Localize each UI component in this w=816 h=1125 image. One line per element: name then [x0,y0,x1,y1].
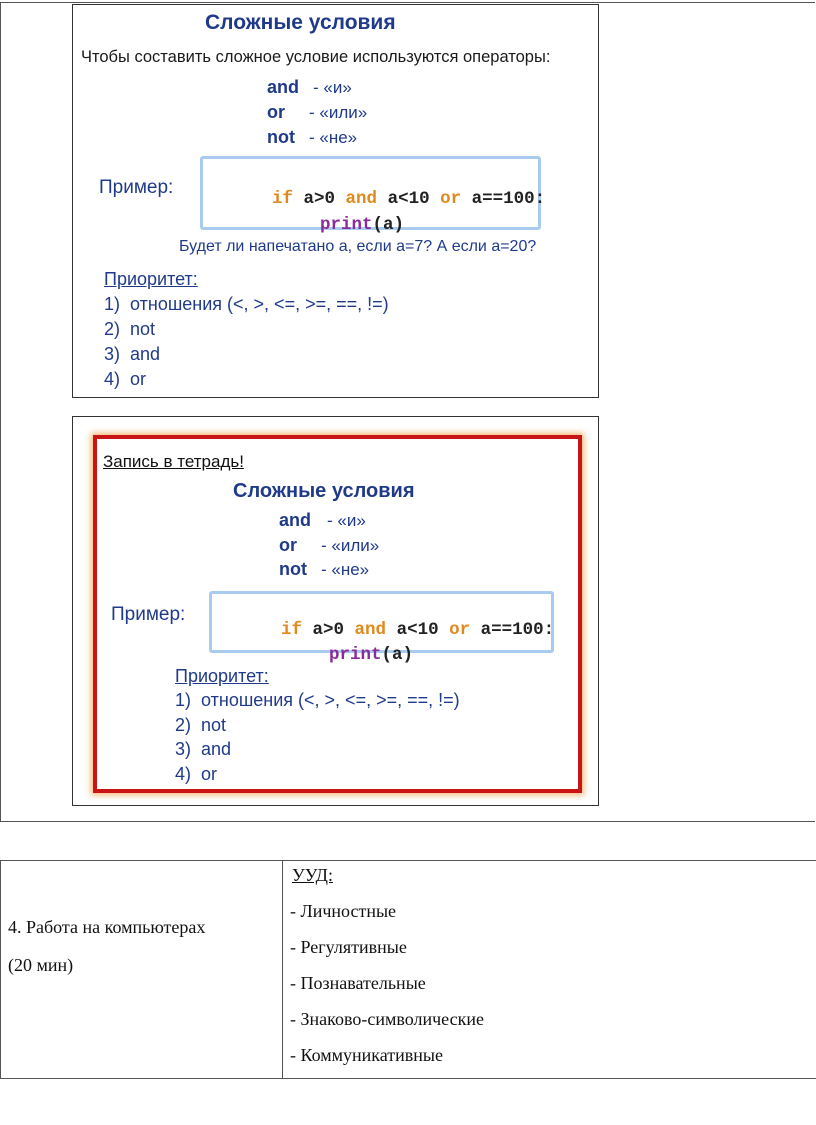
code-condition-3: a==100: [470,620,555,640]
slide-notebook-record [72,416,599,806]
slide-complex-conditions [72,4,599,398]
code-and-keyword: and [354,620,387,640]
priority-item: 3) and [104,344,161,364]
stage-duration: (20 мин) [8,955,74,975]
priority-title: Приоритет: [104,269,198,289]
code-condition-2: a<10 [386,620,450,640]
code-or-keyword: or [440,189,462,209]
operator-or-desc: - «или» [321,536,380,555]
stage-name: 4. Работа на компьютерах [8,917,206,937]
code-condition-2: a<10 [377,189,441,209]
uud-item: - Регулятивные [290,937,407,957]
code-print-arg: (a) [381,645,414,665]
operator-not-desc: - «не» [321,560,370,579]
uud-item: - Познавательные [290,973,426,993]
code-and-keyword: and [345,189,378,209]
code-print-keyword: print [329,645,382,665]
uud-item: - Личностные [290,901,397,921]
code-example [200,156,546,235]
code-if-keyword: if [281,620,303,640]
slide-intro-text: Чтобы составить сложное условие используются операторы: [81,48,551,66]
operator-not-desc: - «не» [309,128,358,147]
slide-title: Сложные условия [205,11,396,34]
priority-item: 1) отношения (<, >, <=, >=, ==, !=) [175,690,460,710]
operator-or: or [279,535,297,555]
table-column-divider [282,861,283,1078]
priority-item: 4) or [104,369,147,389]
code-example [209,591,555,665]
code-print-keyword: print [320,215,373,235]
operator-and: and [279,510,312,530]
uud-title: УУД: [292,865,333,885]
code-condition-1: a>0 [302,620,355,640]
example-label: Пример: [99,177,174,198]
priority-item: 4) or [175,764,218,784]
operator-not: not [267,127,295,147]
operator-and-desc: - «и» [313,78,352,97]
operator-and: and [267,77,300,97]
code-or-keyword: or [449,620,471,640]
slide-title: Сложные условия [233,480,415,502]
lesson-stage-table [0,860,816,1079]
uud-item: - Коммуникативные [290,1045,444,1065]
priority-item: 2) not [104,319,156,339]
code-print-arg: (a) [372,215,405,235]
code-condition-1: a>0 [293,189,346,209]
operator-and-desc: - «и» [327,511,366,530]
operator-not: not [279,559,307,579]
uud-item: - Знаково-символические [290,1009,484,1029]
priority-item: 1) отношения (<, >, <=, >=, ==, !=) [104,294,389,314]
operator-or: or [267,102,285,122]
operator-or-desc: - «или» [309,103,368,122]
priority-item: 2) not [175,715,227,735]
priority-item: 3) and [175,739,232,759]
notebook-heading: Запись в тетрадь! [103,452,244,471]
example-label: Пример: [111,604,186,625]
priority-title: Приоритет: [175,666,269,686]
code-if-keyword: if [272,189,294,209]
code-condition-3: a==100: [461,189,546,209]
slide-question: Будет ли напечатано a, если a=7? А если a=20? [179,238,537,255]
